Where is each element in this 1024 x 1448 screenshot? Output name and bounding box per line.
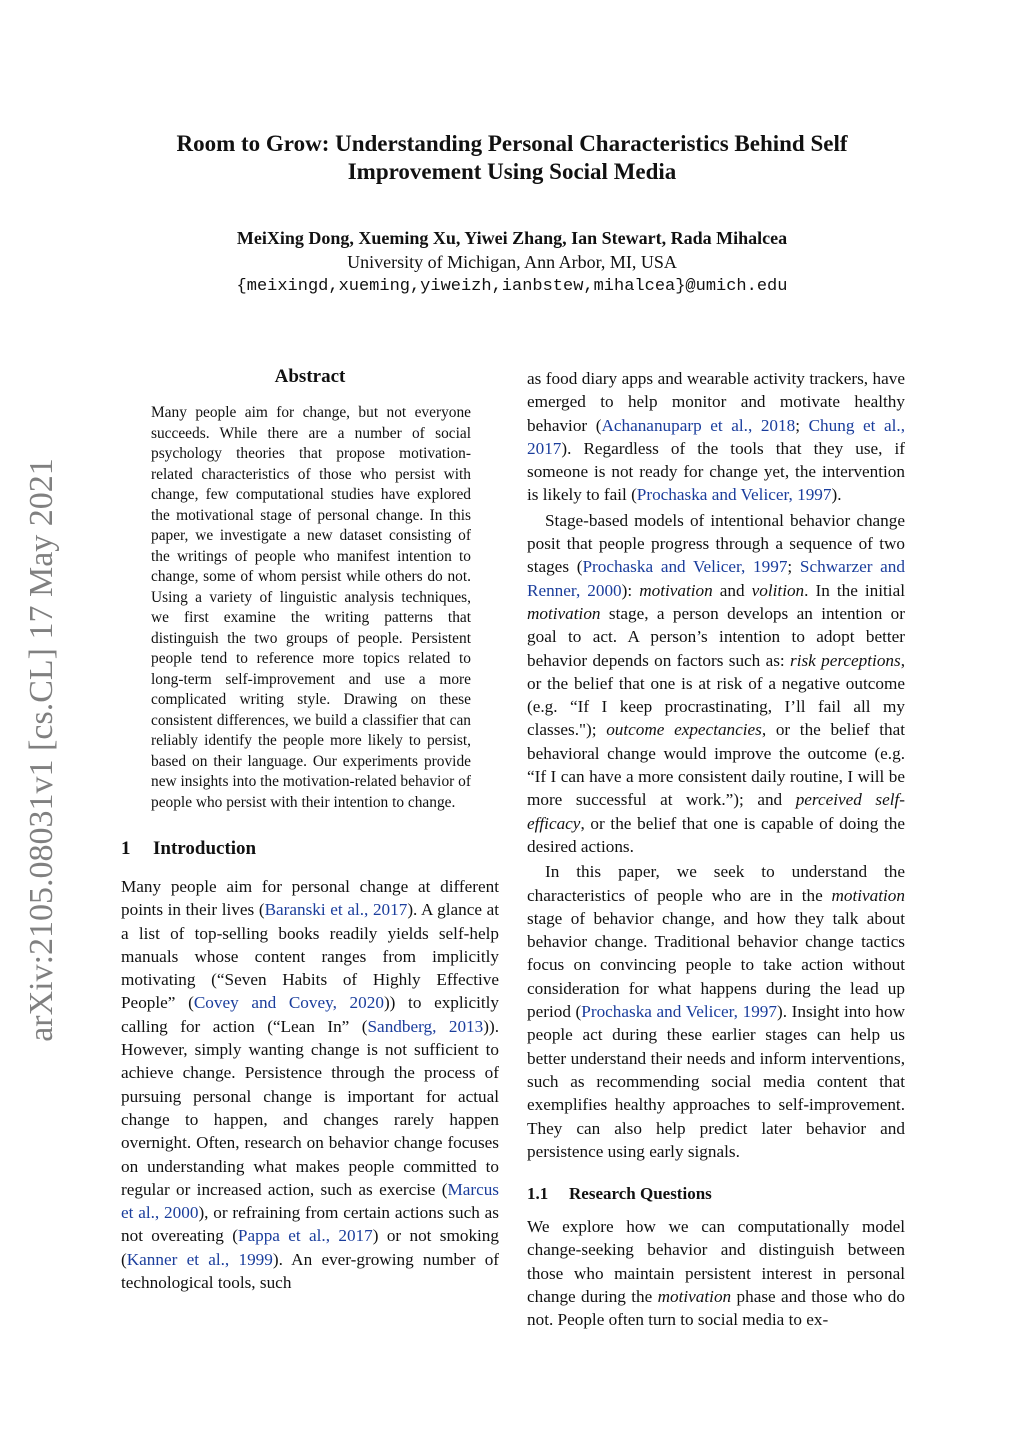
section-number: 1 xyxy=(121,838,131,859)
paper-title: Room to Grow: Understanding Personal Characteristics Behind Self Improvement Using Social Media xyxy=(176,131,848,184)
research-questions-paragraph: We explore how we can computationally model change-seeking behavior and distinguish between those who maintain persistent interest in personal change during the motivation phase and those who do not. People often turn to social media to ex- xyxy=(527,1217,905,1330)
citation-link[interactable]: Prochaska and Velicer, 1997 xyxy=(582,557,788,577)
citation-link[interactable]: Chung et al., 2017 xyxy=(527,415,906,458)
right-column xyxy=(527,367,905,1332)
citation-link[interactable]: Baranski et al., 2017 xyxy=(264,900,408,920)
intro-paragraph-1-continued: as food diary apps and wearable activity trackers, have emerged to help monitor and motivate healthy behavior (Achananuparp et al., 2018; Chung et al., 2017). Regardless of the tools that they use, if someone is not ready for change yet, the intervention is likely to fail (Prochaska and Velicer, 1997). xyxy=(527,369,906,505)
affiliation: University of Michigan, Ann Arbor, MI, USA xyxy=(347,252,677,272)
section-heading-introduction xyxy=(121,837,499,861)
intro-paragraph-1: Many people aim for personal change at different points in their lives (Baranski et al., 2017). A glance at a list of top-selling books readily yields self-help manuals whose content ranges from implicitly motivating (“Seven Habits of Highly Effective People” (Covey and Covey, 2020)) to explicitly calling for action (“Lean In” (Sandberg, 2013)). However, simply wanting change is not sufficient to achieve change. Persistence through the process of pursuing personal change is important for actual change to happen, and changes rarely happen overnight. Often, research on behavior change focuses on understanding what makes people committed to regular or increased action, such as exercise (Marcus et al., 2000), or refraining from certain actions such as not overeating (Pappa et al., 2017) or not smoking (Kanner et al., 1999). An ever-growing number of technological tools, such xyxy=(121,877,500,1293)
subsection-heading-research-questions xyxy=(527,1183,905,1205)
author-list: MeiXing Dong, Xueming Xu, Yiwei Zhang, Ian Stewart, Rada Mihalcea xyxy=(236,228,788,248)
abstract-text: Many people aim for change, but not everyone succeeds. While there are a number of social psychology theories that propose motivation-related characteristics of those who persist with change, few computational studies have explored the motivational stage of personal change. In this paper, we investigate a new dataset consisting of the writings of people who manifest intention to change, some of whom persist while others do not. Using a variety of linguistic analysis techniques, we first examine the writing patterns that distinguish the two groups of people. Persistent people tend to reference more topics related to long-term self-improvement and use a more complicated writing style. Drawing on these consistent differences, we build a classifier that can reliably identify the people more likely to persist, based on their language. Our experiments provide new insights into the motivation-related behavior of people who persist with their intention to change. xyxy=(151,404,471,811)
abstract-heading: Abstract xyxy=(274,366,346,387)
intro-paragraph-2: Stage-based models of intentional behavior change posit that people progress through a sequence of two stages (Prochaska and Velicer, 1997; Schwarzer and Renner, 2000): motivation and volition. In the initial motivation stage, a person develops an intention or goal to act. A person’s intention to adopt better behavior depends on factors such as: risk perceptions, or the belief that one is at risk of a negative outcome (e.g. “If I keep procrastinating, I’ll fail all my classes."); outcome expectancies, or the belief that behavioral change would improve the outcome (e.g. “If I can have a more consistent daily routine, I will be more successful at work.”); and perceived self-efficacy, or the belief that one is capable of doing the desired actions. xyxy=(527,510,906,856)
citation-link[interactable]: Pappa et al., 2017 xyxy=(237,1226,373,1246)
subsection-title: Research Questions xyxy=(569,1184,712,1204)
citation-link[interactable]: Achananuparp et al., 2018 xyxy=(601,415,796,435)
citation-link[interactable]: Marcus et al., 2000 xyxy=(121,1179,499,1223)
intro-paragraph-3: In this paper, we seek to understand the characteristics of people who are in the motivation stage of behavior change, and how they talk about behavior change. Traditional behavior change tactics focus on convincing people to take action without consideration for what happens during the lead up period (Prochaska and Velicer, 1997). Insight into how people act during these earlier stages can help us better understand their needs and inform interventions, such as recommending social media content that exemplifies healthy approaches to self-improvement. They can also help predict later behavior and persistence using early signals. xyxy=(527,862,905,1161)
citation-link[interactable]: Schwarzer and Renner, 2000 xyxy=(527,557,905,600)
author-emails: {meixingd,xueming,yiweizh,ianbstew,mihalcea}@umich.edu xyxy=(236,277,788,296)
arxiv-identifier: arXiv:2105.08031v1 [cs.CL] 17 May 2021 xyxy=(23,458,60,1042)
citation-link[interactable]: Kanner et al., 1999 xyxy=(126,1249,273,1269)
citation-link[interactable]: Sandberg, 2013 xyxy=(367,1016,484,1036)
section-title: Introduction xyxy=(153,838,257,859)
left-column xyxy=(121,365,499,1294)
citation-link[interactable]: Prochaska and Velicer, 1997 xyxy=(636,485,832,505)
citation-link[interactable]: Prochaska and Velicer, 1997 xyxy=(581,1002,777,1022)
subsection-number: 1.1 xyxy=(527,1184,549,1204)
citation-link[interactable]: Covey and Covey, 2020 xyxy=(193,993,384,1013)
